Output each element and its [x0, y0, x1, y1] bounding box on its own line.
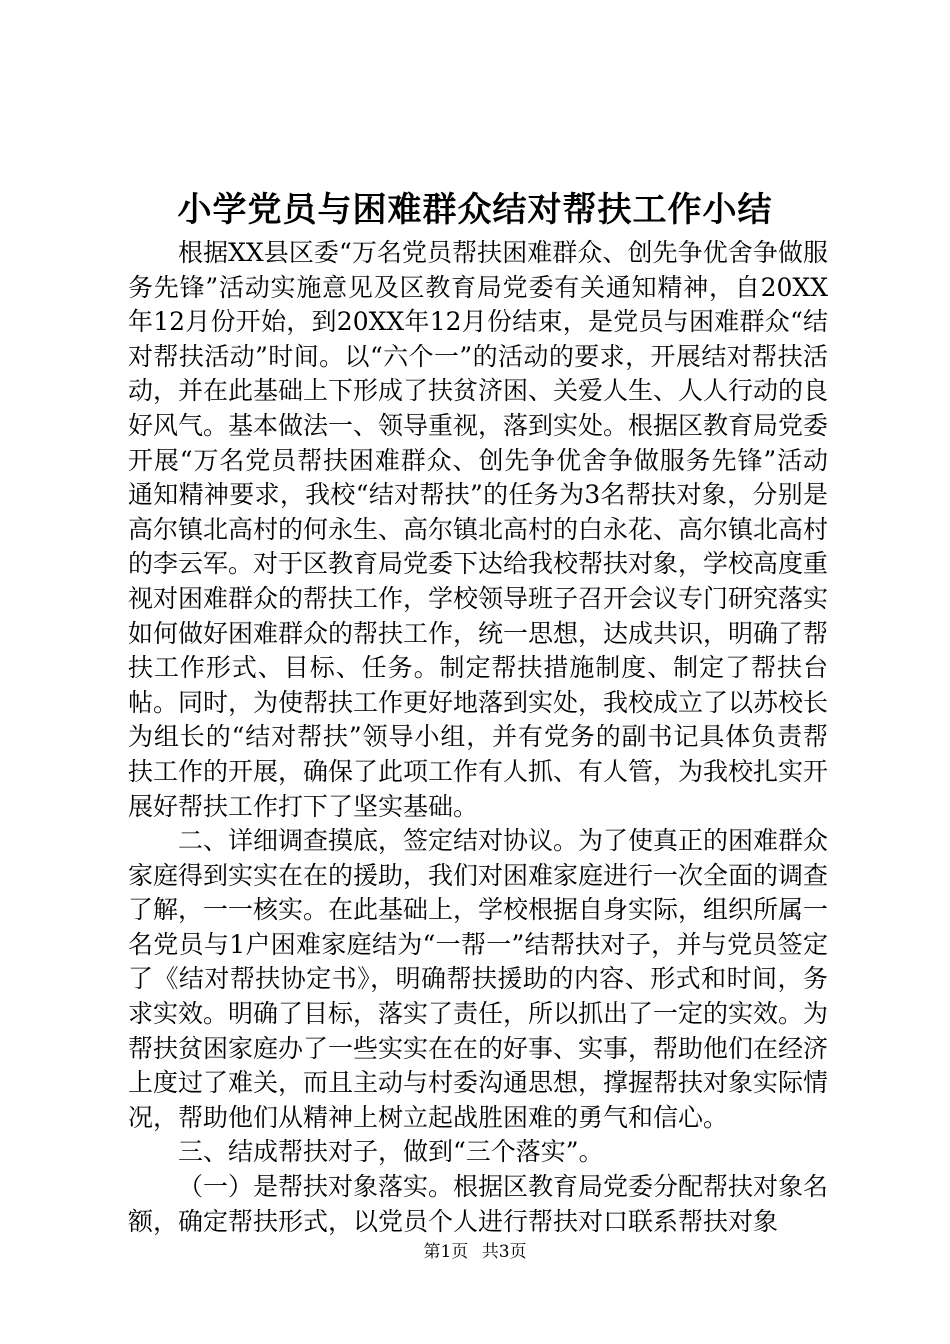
- document-body: [128, 236, 828, 1239]
- paragraph: 根据XX县区委“万名党员帮扶困难群众、创先争优舍争做服务先锋”活动实施意见及区教育局党委有关通知精神，自20XX年12月份开始，到20XX年12月份结束，是党员与困难群众“结对帮扶活动”时间。以“六个一”的活动的要求，开展结对帮扶活动，并在此基础上下形成了扶贫济困、关爱人生、人人行动的良好风气。基本做法一、领导重视，落到实处。根据区教育局党委开展“万名党员帮扶困难群众、创先争优舍争做服务先锋”活动通知精神要求，我校“结对帮扶”的任务为3名帮扶对象，分别是高尔镇北高村的何永生、高尔镇北高村的白永花、高尔镇北高村的李云军。对于区教育局党委下达给我校帮扶对象，学校高度重视对困难群众的帮扶工作，学校领导班子召开会议专门研究落实如何做好困难群众的帮扶工作，统一思想，达成共识，明确了帮扶工作形式、目标、任务。制定帮扶措施制度、制定了帮扶台帖。同时，为使帮扶工作更好地落到实处，我校成立了以苏校长为组长的“结对帮扶”领导小组，并有党务的副书记具体负责帮扶工作的开展，确保了此项工作有人抓、有人管，为我校扎实开展好帮扶工作打下了坚实基础。: [128, 238, 829, 821]
- document-title: 小学党员与困难群众结对帮扶工作小结: [177, 190, 773, 230]
- page-footer: [0, 1240, 950, 1264]
- paragraph: 二、详细调查摸底，签定结对协议。为了使真正的困难群众家庭得到实实在在的援助，我们对困难家庭进行一次全面的调查了解，一一核实。在此基础上，学校根据自身实际，组织所属一名党员与1户困难家庭结为“一帮一”结帮扶对子，并与党员签定了《结对帮扶协定书》，明确帮扶援助的内容、形式和时间，务求实效。明确了目标，落实了责任，所以抓出了一定的实效。为帮扶贫困家庭办了一些实实在在的好事、实事，帮助他们在经济上度过了难关，而且主动与村委沟通思想，撑握帮扶对象实际情况，帮助他们从精神上树立起战胜困难的勇气和信心。: [128, 826, 829, 1132]
- paragraph: （一）是帮扶对象落实。根据区教育局党委分配帮扶对象名额，确定帮扶形式，以党员个人进行帮扶对口联系帮扶对象: [128, 1172, 829, 1236]
- page-number-total: 共3页: [481, 1242, 527, 1262]
- paragraph: 三、结成帮扶对子，做到“三个落实”。: [178, 1137, 604, 1167]
- page-number-current: 第1页: [423, 1242, 469, 1262]
